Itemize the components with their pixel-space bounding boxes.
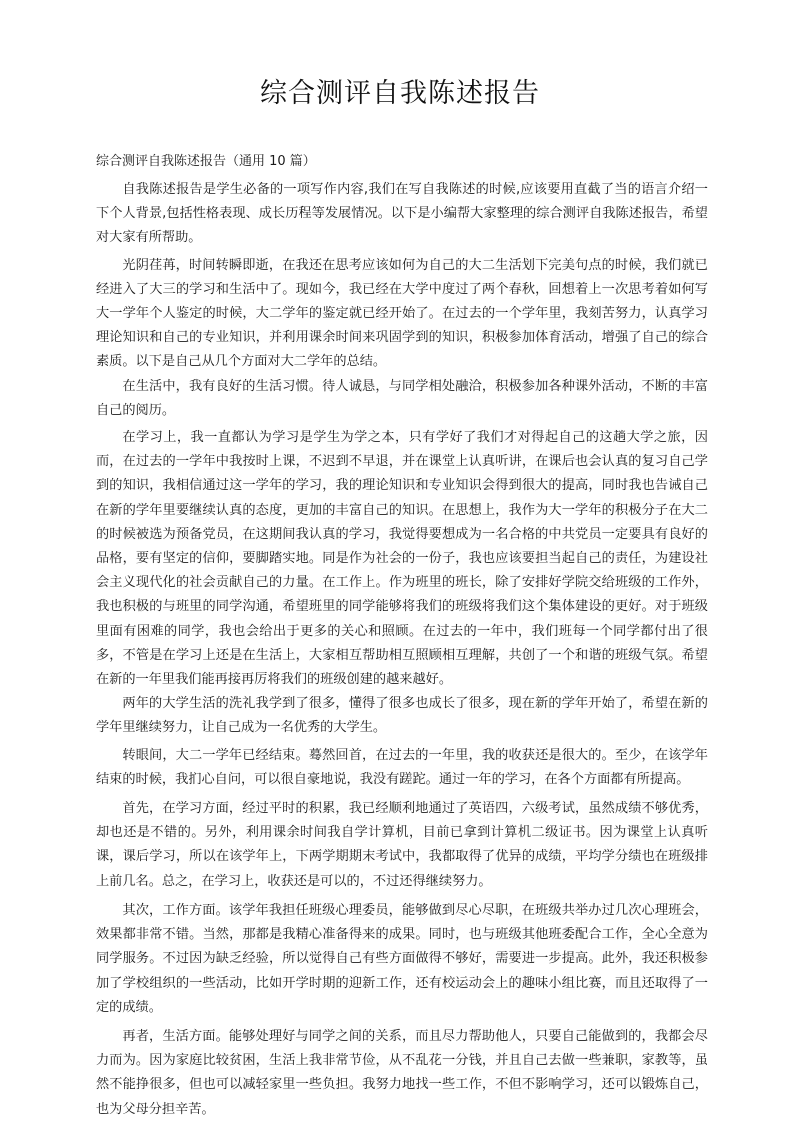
- document-body: [96, 178, 708, 1122]
- document-title: 综合测评自我陈述报告: [260, 78, 540, 109]
- paragraph-3: 在学习上，我一直都认为学习是学生为学之本，只有学好了我们才对得起自己的这趟大学之旅，因而，在过去的一学年中我按时上课，不迟到不早退，并在课堂上认真听讲，在课后也会认真的复习自己学到的知识，我相信通过这一学年的学习，我的理论知识和专业知识会得到很大的提高，同时我也告诫自己在新的学年里要继续认真的态度，更加的丰富自己的知识。在思想上，我作为大一学年的积极分子在大二的时候被选为预备党员，在这期间我认真的学习，我觉得要想成为一名合格的中共党员一定要具有良好的品格，要有坚定的信仰，要脚踏实地。同是作为社会的一份子，我也应该要担当起自己的责任，为建设社会主义现代化的社会贡献自己的力量。在工作上。作为班里的班长，除了安排好学院交给班级的工作外，我也积极的与班里的同学沟通，希望班里的同学能够将我们的班级将我们这个集体建设的更好。对于班级里面有困难的同学，我也会给出于更多的关心和照顾。在过去的一年中，我们班每一个同学都付出了很多，不管是在学习上还是在生活上，大家相互帮助相互照顾相互理解，共创了一个和谐的班级气氛。希望在新的一年里我们能再接再厉将我们的班级创建的越来越好。: [96, 430, 708, 688]
- paragraph-8: 再者，生活方面。能够处理好与同学之间的关系，而且尽力帮助他人，只要自己能做到的，我都会尽力而为。因为家庭比较贫困，生活上我非常节俭，从不乱花一分钱，并且自己去做一些兼职，家教等，虽然不能挣很多，但也可以减轻家里一些负担。我努力地找一些工作，不但不影响学习，还可以锻炼自己，也为父母分担辛苦。: [96, 1028, 708, 1117]
- paragraph-6: 首先，在学习方面，经过平时的积累，我已经顺利地通过了英语四，六级考试，虽然成绩不够优秀，却也还是不错的。另外，利用课余时间我自学计算机，目前已拿到计算机二级证书。因为课堂上认真听课，课后学习，所以在该学年上，下两学期期末考试中，我都取得了优异的成绩，平均学分绩也在班级排上前几名。总之，在学习上，收获还是可以的，不过还得继续努力。: [96, 801, 708, 889]
- paragraph-4: 两年的大学生活的洗礼我学到了很多，懂得了很多也成长了很多，现在新的学年开始了，希望在新的学年里继续努力，让自己成为一名优秀的大学生。: [96, 696, 708, 736]
- paragraph-2: 在生活中，我有良好的生活习惯。待人诚恳，与同学相处融洽，积极参加各种课外活动，不断的丰富自己的阅历。: [96, 378, 708, 418]
- paragraph-5: 转眼间，大二一学年已经结束。蓦然回首，在过去的一年里，我的收获还是很大的。至少，在该学年结束的时候，我扪心自问，可以很自豪地说，我没有蹉跎。通过一年的学习，在各个方面都有所提高。: [96, 747, 708, 787]
- paragraph-7: 其次，工作方面。该学年我担任班级心理委员，能够做到尽心尽职，在班级共举办过几次心理班会，效果都非常不错。当然，那都是我精心准备得来的成果。同时，也与班级其他班委配合工作，全心全意为同学服务。不过因为缺乏经验，所以觉得自己有些方面做得不够好，需要进一步提高。此外，我还积极参加了学校组织的一些活动，比如开学时期的迎新工作，还有校运动会上的趣味小组比赛，而且还取得了一定的成绩。: [96, 902, 708, 1015]
- paragraph-intro: 自我陈述报告是学生必备的一项写作内容,我们在写自我陈述的时候,应该要用直截了当的语言介绍一下个人背景,包括性格表现、成长历程等发展情况。以下是小编帮大家整理的综合测评自我陈述报告，希望对大家有所帮助。: [96, 182, 708, 246]
- paragraph-1: 光阴荏苒，时间转瞬即逝，在我还在思考应该如何为自己的大二生活划下完美句点的时候，我们就已经进入了大三的学习和生活中了。现如今，我已经在大学中度过了两个春秋，回想着上一次思考着如何写大一学年个人鉴定的时候，大二学年的鉴定就已经开始了。在过去的一个学年里，我刻苦努力，认真学习理论知识和自己的专业知识，并利用课余时间来巩固学到的知识，积极参加体育活动，增强了自己的综合素质。以下是自己从几个方面对大二学年的总结。: [96, 257, 708, 370]
- document-subtitle: 综合测评自我陈述报告（通用 10 篇）: [96, 154, 316, 169]
